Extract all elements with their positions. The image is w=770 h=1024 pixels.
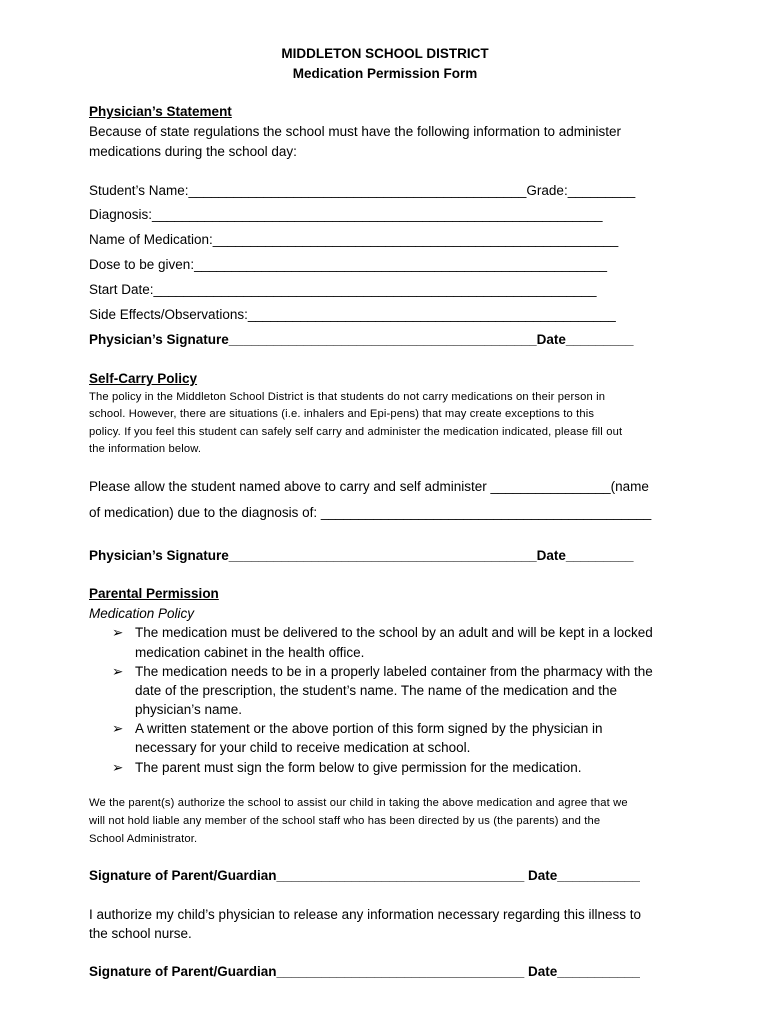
- policy-bullet-3-line-2: necessary for your child to receive medication at school.: [135, 740, 471, 755]
- bullet-arrow-icon: ➢: [112, 760, 124, 775]
- physician-signature-line-2[interactable]: Physician’s Signature_________________________________________Date_________: [89, 548, 634, 563]
- self-carry-heading: Self-Carry Policy: [89, 371, 198, 386]
- policy-bullet-2-line-3: physician’s name.: [135, 702, 243, 717]
- release-line-1: I authorize my child’s physician to release any information necessary regarding this illness to: [89, 907, 642, 922]
- form-title: Medication Permission Form: [292, 66, 478, 81]
- policy-bullet-4-line-1: The parent must sign the form below to give permission for the medication.: [135, 760, 582, 775]
- district-title: MIDDLETON SCHOOL DISTRICT: [281, 46, 489, 61]
- self-carry-policy-line-3: policy. If you feel this student can safely self carry and administer the medication indicated, please fill out: [89, 426, 623, 438]
- self-carry-diagnosis-field[interactable]: of medication) due to the diagnosis of: ____________________________________________: [89, 505, 652, 520]
- authorization-line-3: School Administrator.: [89, 833, 198, 845]
- dose-field[interactable]: Dose to be given:_______________________________________________________: [89, 257, 608, 272]
- side-effects-field[interactable]: Side Effects/Observations:_________________________________________________: [89, 307, 616, 322]
- physician-intro-line-1: Because of state regulations the school must have the following information to administer: [89, 124, 622, 139]
- authorization-line-2: will not hold liable any member of the school staff who has been directed by us (the parents) and the: [89, 815, 601, 827]
- authorization-line-1: We the parent(s) authorize the school to assist our child in taking the above medication and agree that we: [89, 797, 628, 809]
- self-carry-policy-line-4: the information below.: [89, 443, 202, 455]
- physician-statement-heading: Physician’s Statement: [89, 104, 232, 119]
- physician-signature-line-1[interactable]: Physician’s Signature_________________________________________Date_________: [89, 332, 634, 347]
- self-carry-medication-field[interactable]: Please allow the student named above to carry and self administer ________________(name: [89, 479, 649, 494]
- student-name-field[interactable]: Student’s Name:_____________________________________________Grade:_________: [89, 183, 636, 198]
- policy-bullet-3-line-1: A written statement or the above portion of this form signed by the physician in: [135, 721, 603, 736]
- parent-signature-line-1[interactable]: Signature of Parent/Guardian_________________________________ Date___________: [89, 868, 640, 883]
- physician-intro-line-2: medications during the school day:: [89, 144, 297, 159]
- bullet-arrow-icon: ➢: [112, 664, 124, 679]
- medication-policy-subheading: Medication Policy: [89, 606, 195, 621]
- medication-name-field[interactable]: Name of Medication:______________________________________________________: [89, 232, 619, 247]
- policy-bullet-1-line-1: The medication must be delivered to the school by an adult and will be kept in a locked: [135, 625, 653, 640]
- parent-signature-line-2[interactable]: Signature of Parent/Guardian_________________________________ Date___________: [89, 964, 640, 979]
- release-line-2: the school nurse.: [89, 926, 192, 941]
- bullet-arrow-icon: ➢: [112, 625, 124, 640]
- bullet-arrow-icon: ➢: [112, 721, 124, 736]
- policy-bullet-2-line-2: date of the prescription, the student’s name. The name of the medication and the: [135, 683, 618, 698]
- self-carry-policy-line-1: The policy in the Middleton School District is that students do not carry medications on their person in: [89, 391, 606, 403]
- policy-bullet-2-line-1: The medication needs to be in a properly labeled container from the pharmacy with the: [135, 664, 653, 679]
- policy-bullet-1-line-2: medication cabinet in the health office.: [135, 645, 365, 660]
- self-carry-policy-line-2: school. However, there are situations (i.e. inhalers and Epi-pens) that may create exceptions to this: [89, 408, 595, 420]
- start-date-field[interactable]: Start Date:___________________________________________________________: [89, 282, 597, 297]
- diagnosis-field[interactable]: Diagnosis:____________________________________________________________: [89, 207, 603, 222]
- parental-permission-heading: Parental Permission: [89, 586, 219, 601]
